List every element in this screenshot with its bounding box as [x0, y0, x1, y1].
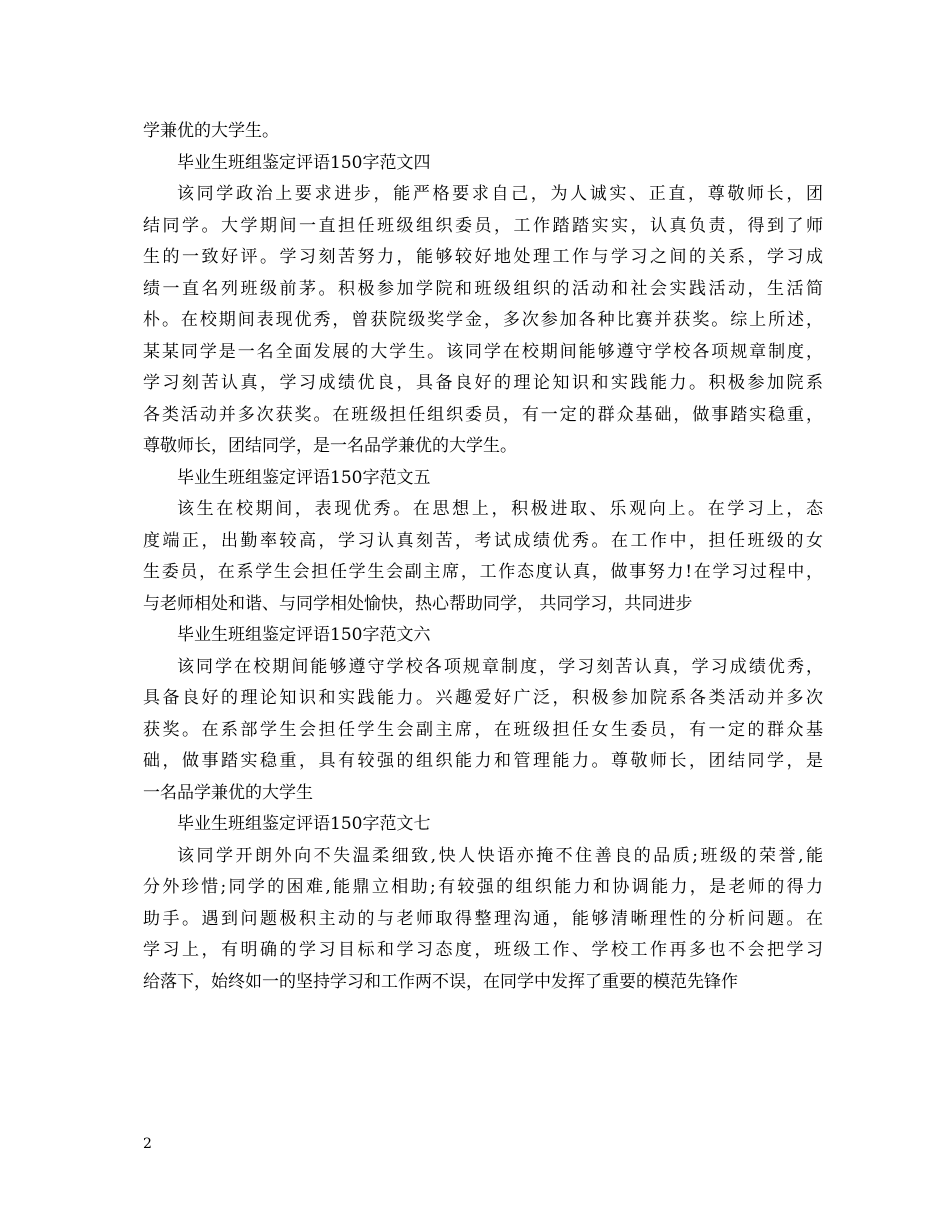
section-heading: 毕业生班组鉴定评语150字范文四 [177, 152, 431, 173]
paragraph-line: 助手。遇到问题极积主动的与老师取得整理沟通，能够清晰理性的分析问题。在 [143, 908, 823, 929]
paragraph-line: 该同学在校期间能够遵守学校各项规章制度，学习刻苦认真，学习成绩优秀， [177, 656, 823, 677]
paragraph-line: 该同学开朗外向不失温柔细致,快人快语亦掩不住善良的品质;班级的荣誉,能 [177, 845, 823, 866]
paragraph-line: 尊敬师长，团结同学，是一名品学兼优的大学生。 [143, 436, 517, 456]
paragraph-line: 学习上，有明确的学习目标和学习态度，班级工作、学校工作再多也不会把学习 [143, 940, 823, 960]
paragraph-line: 各类活动并多次获奖。在班级担任组织委员，有一定的群众基础，做事踏实稳重， [143, 404, 823, 425]
paragraph-line: 某某同学是一名全面发展的大学生。该同学在校期间能够遵守学校各项规章制度， [143, 341, 823, 362]
paragraph-line: 一名品学兼优的大学生 [143, 782, 313, 803]
paragraph-line: 与老师相处和谐、与同学相处愉快，热心帮助同学， 共同学习，共同进步 [143, 593, 693, 614]
paragraph-line: 获奖。在系部学生会担任学生会副主席，在班级担任女生委员，有一定的群众基 [143, 719, 823, 740]
section-heading: 毕业生班组鉴定评语150字范文七 [177, 814, 431, 834]
paragraph-line: 分外珍惜;同学的困难,能鼎立相助;有较强的组织能力和协调能力，是老师的得力 [143, 877, 823, 897]
paragraph-line: 具备良好的理论知识和实践能力。兴趣爱好广泛，积极参加院系各类活动并多次 [143, 688, 823, 708]
section-heading: 毕业生班组鉴定评语150字范文六 [177, 625, 431, 645]
paragraph-line: 绩一直名列班级前茅。积极参加学院和班级组织的活动和社会实践活动，生活简 [143, 278, 823, 299]
paragraph-line: 生委员，在系学生会担任学生会副主席，工作态度认真，做事努力!在学习过程中， [143, 562, 823, 582]
paragraph-line: 学习刻苦认真，学习成绩优良，具备良好的理论知识和实践能力。积极参加院系 [143, 373, 823, 393]
section-heading: 毕业生班组鉴定评语150字范文五 [177, 467, 431, 488]
paragraph-line: 该同学政治上要求进步，能严格要求自己，为人诚实、正直，尊敬师长，团 [177, 184, 823, 204]
paragraph-line: 础，做事踏实稳重，具有较强的组织能力和管理能力。尊敬师长，团结同学，是 [143, 751, 823, 771]
document-body [143, 116, 823, 998]
paragraph-line: 学兼优的大学生。 [143, 121, 279, 141]
paragraph-line: 度端正，出勤率较高，学习认真刻苦，考试成绩优秀。在工作中，担任班级的女 [143, 530, 823, 551]
paragraph-line: 结同学。大学期间一直担任班级组织委员，工作踏踏实实，认真负责，得到了师 [143, 215, 823, 236]
paragraph-line: 给落下，始终如一的坚持学习和工作两不误，在同学中发挥了重要的模范先锋作 [143, 971, 738, 992]
paragraph-line: 朴。在校期间表现优秀，曾获院级奖学金，多次参加各种比赛并获奖。综上所述， [143, 310, 823, 330]
paragraph-line: 该生在校期间，表现优秀。在思想上，积极进取、乐观向上。在学习上，态 [177, 499, 823, 519]
page-number: 2 [143, 1136, 152, 1152]
paragraph-line: 生的一致好评。学习刻苦努力，能够较好地处理工作与学习之间的关系，学习成 [143, 247, 823, 267]
